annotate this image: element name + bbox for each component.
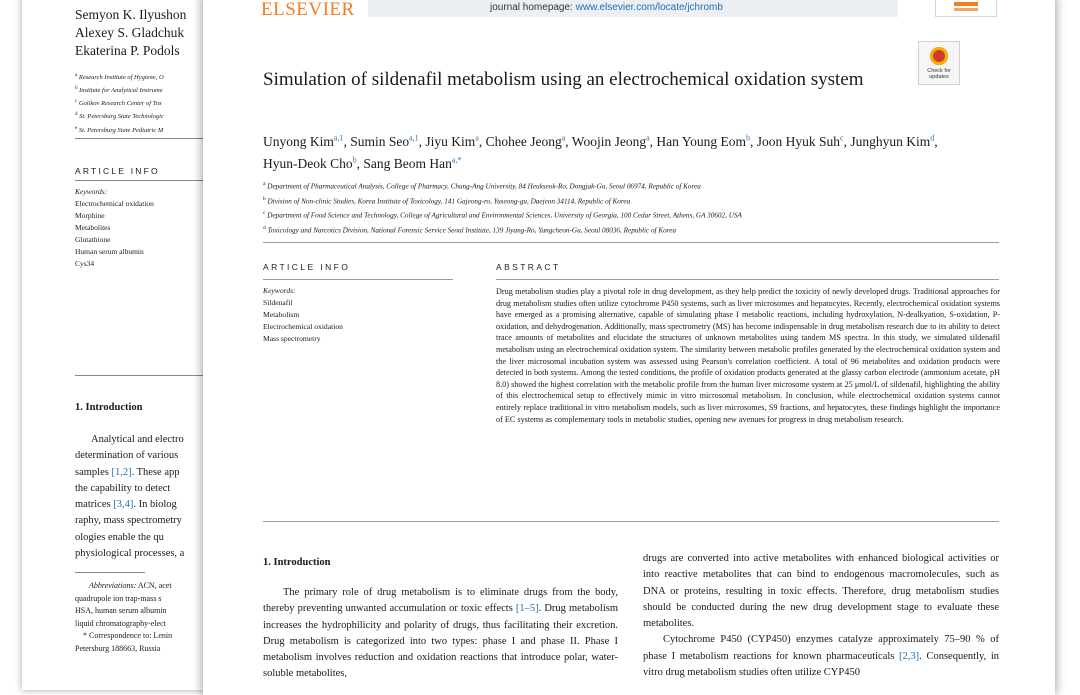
text-line: Analytical and electro — [91, 434, 184, 445]
keyword: Cys34 — [75, 259, 95, 268]
text-line: liquid chromatography-elect — [75, 618, 166, 628]
author[interactable]: Woojin Jeong$^a$, — [571, 133, 654, 149]
keyword[interactable]: Sildenafil — [263, 298, 293, 307]
back-affiliation: $^d$ St. Petersburg State Technologic — [75, 112, 164, 121]
back-affiliations — [75, 70, 164, 136]
divider — [496, 279, 999, 280]
text-line: ologies enable the qu — [75, 531, 164, 543]
back-affiliation: $^c$ Golikov Research Center of Tox — [75, 99, 162, 108]
back-author: Alexey S. Gladchuk — [75, 25, 185, 40]
journal-cover-thumbnail[interactable] — [935, 0, 997, 17]
keywords-label: Keywords: — [263, 286, 296, 295]
article-info-heading: ARTICLE INFO — [263, 262, 351, 272]
keyword: Electrochemical oxidation — [75, 199, 154, 208]
check-for-updates-label: Check for updates — [927, 68, 951, 80]
journal-homepage-link[interactable]: www.elsevier.com/locate/jchromb — [575, 2, 723, 13]
author[interactable]: Joon Hyuk Suh$^c$, — [756, 133, 847, 149]
abstract-heading: ABSTRACT — [496, 262, 561, 272]
keyword: Glutathione — [75, 235, 111, 244]
text-line: HSA, human serum albumin — [75, 606, 167, 615]
text-line: Petersburg 188663, Russia — [75, 643, 161, 653]
keyword[interactable]: Electrochemical oxidation — [263, 322, 343, 331]
back-author: Ekaterina P. Podols — [75, 43, 180, 58]
bookmark-icon — [930, 47, 948, 65]
divider — [263, 279, 453, 280]
author[interactable]: Sang Beom Han$^{a,*}$ — [363, 155, 462, 171]
back-affiliation: $^a$ Research Institute of Hygiene, O — [75, 73, 164, 82]
publisher-logo[interactable]: ELSEVIER — [261, 0, 355, 20]
text-line: the capability to detect — [75, 482, 171, 494]
article-title: Simulation of sildenafil metabolism using an electrochemical oxidation system — [263, 69, 864, 90]
divider — [263, 242, 999, 243]
citation-link[interactable]: [1–5] — [515, 603, 539, 615]
affiliation: $^d$ Toxicology and Narcotics Division, National Forensic Service Seoul Institute, 139 Jiyang-Ro, Yangcheon-Gu, Seoul 08036, Republic of Korea — [263, 225, 677, 235]
text-line: matrices [3,4]. In biolog — [75, 499, 177, 511]
divider — [263, 521, 999, 522]
author-list — [263, 128, 963, 173]
citation-link[interactable]: [3,4] — [113, 499, 134, 511]
text-line: * Correspondence to: Lenin — [83, 631, 173, 640]
back-article-info-heading: ARTICLE INFO — [75, 166, 160, 176]
intro-right-column — [643, 551, 999, 681]
author[interactable]: Unyong Kim$^{a,1}$, — [263, 133, 347, 149]
author[interactable]: Sumin Seo$^{a,1}$, — [350, 133, 423, 149]
keyword[interactable]: Mass spectrometry — [263, 334, 321, 343]
back-keywords — [75, 186, 154, 270]
keyword: Human serum albumin — [75, 247, 144, 256]
paragraph: Cytochrome P450 (CYP450) enzymes catalyze approximately 75–90 % of phase I metabolism reactions for known pharmaceuticals [2,3]. Consequently, in vitro drug metabolism studies often utilize CYP450 — [643, 634, 999, 679]
back-abbreviations — [75, 580, 172, 655]
back-affiliation: $^b$ Institute for Analytical Instrume — [75, 86, 163, 95]
text-line: determination of various — [75, 450, 179, 462]
affiliation: $^a$ Department of Pharmaceutical Analysis, College of Pharmacy, Chung-Ang University, 84 Heukseok-Ro, Dongjak-Gu, Seoul 06974, Republic of Korea — [263, 181, 701, 191]
keywords-label: Keywords: — [75, 187, 108, 196]
citation-link[interactable]: [2,3] — [899, 650, 920, 662]
keyword: Metabolites — [75, 223, 111, 232]
back-intro-heading: 1. Introduction — [75, 402, 143, 413]
text-line: samples [1,2]. These app — [75, 466, 180, 478]
keyword[interactable]: Metabolism — [263, 310, 300, 319]
text-line: raphy, mass spectrometry — [75, 515, 182, 527]
check-for-updates-button[interactable] — [918, 41, 960, 85]
footnote-divider — [75, 572, 145, 573]
keyword: Morphine — [75, 211, 105, 220]
abstract-text: Drug metabolism studies play a pivotal role in drug development, as they help predict the toxicity of newly developed drugs. Traditional approaches for drug metabolism studies often utilize cytochrome P450 systems, such as liver microsomes and hepatocytes. Recently, electrochemical oxidation systems have emerged as a promising alternative, capable of simulating phase I metabolic reactions, including hydroxylation, N-dealkyation, S-oxidation, P-oxidation, and dehydrogenation. Additionally, mass spectrometry (MS) has become indispensable in drug metabolism research due to its ability to detect trace amounts of metabolites and elucidate the structures of unknown metabolites using tandem MS spectra. In this study, we simulated sildenafil metabolism using an electrochemical oxidation system. The similarity between metabolic profiles generated by the electrochemical oxidation system and the liver microsomal incubation system was assessed using Pearson's correlation coefficient. A total of 96 metabolites and oxidation products were detected in both systems. Among the tested conditions, the profile of oxidation products generated at the glassy carbon electrode (ammonium acetate, pH 8.0) showed the highest correlation with the metabolic profile from the human liver microsome system at 25 μmol/L of sildenafil, highlighting the ability of this electrochemical setup to effectively mimic in vitro microsomal metabolism. In conclusion, while electrochemical oxidation systems cannot entirely replace traditional in vitro metabolism models, such as liver microsomes, S9 fractions, and hepatocytes, these findings highlight the importance of EC systems as complementary tools in metabolic studies, opening new avenues for progress in drug metabolism research. — [496, 287, 1000, 424]
text-line: physiological processes, a — [75, 548, 185, 560]
author[interactable]: Jiyu Kim$^a$, — [425, 133, 483, 149]
keywords — [263, 285, 343, 345]
text-line: Abbreviations: ACN, acet — [89, 581, 172, 590]
back-affiliation: $^e$ St. Petersburg State Pediatric M — [75, 125, 164, 134]
affiliations — [263, 178, 742, 237]
text-line: quadrupole ion trap-mass s — [75, 593, 162, 603]
author[interactable]: Hyun-Deok Cho$^b$, — [263, 155, 360, 171]
author[interactable]: Junghyun Kim$^d$, — [850, 133, 938, 149]
affiliation: $^c$ Department of Food Science and Technology, College of Agricultural and Environmental Sciences, University of Georgia, 100 Cedar Street, Athens, GA 30602, USA — [263, 210, 742, 220]
front-page — [203, 0, 1055, 695]
paragraph: The primary role of drug metabolism is to eliminate drugs from the body, thereby preventing unwanted accumulation or toxic effects [1–5]. Drug metabolism increases the hydrophilicity and polarity of drugs, thus facilitating their excretion. Drug metabolism is categorized into two types: phase I and phase II. Phase I metabolism involves reduction and oxidation reactions that introduce polar, water-soluble metabolites, — [263, 587, 618, 680]
affiliation: $^b$ Division of Non-clinic Studies, Korea Institute of Toxicology, 141 Gajeong-ro, Yuseong-gu, Daejeon 34114, Republic of Korea — [263, 195, 631, 206]
citation-link[interactable]: [1,2] — [111, 466, 132, 478]
paragraph: drugs are converted into active metabolites with enhanced biological activities or into reactive metabolites that can bind to endogenous macromolecules, such as DNA or proteins, resulting in toxic effects. Therefore, drug metabolism studies should be conducted during the new drug development stage to evaluate these metabolites. — [643, 553, 999, 630]
intro-heading: 1. Introduction — [263, 557, 331, 568]
author[interactable]: Chohee Jeong$^a$, — [485, 133, 569, 149]
back-author: Semyon K. Ilyushon — [75, 7, 187, 22]
intro-left-column — [263, 585, 618, 683]
author[interactable]: Han Young Eom$^b$, — [656, 133, 754, 149]
journal-homepage: journal homepage: www.elsevier.com/locate/jchromb — [490, 2, 723, 13]
back-intro-text — [75, 432, 184, 562]
